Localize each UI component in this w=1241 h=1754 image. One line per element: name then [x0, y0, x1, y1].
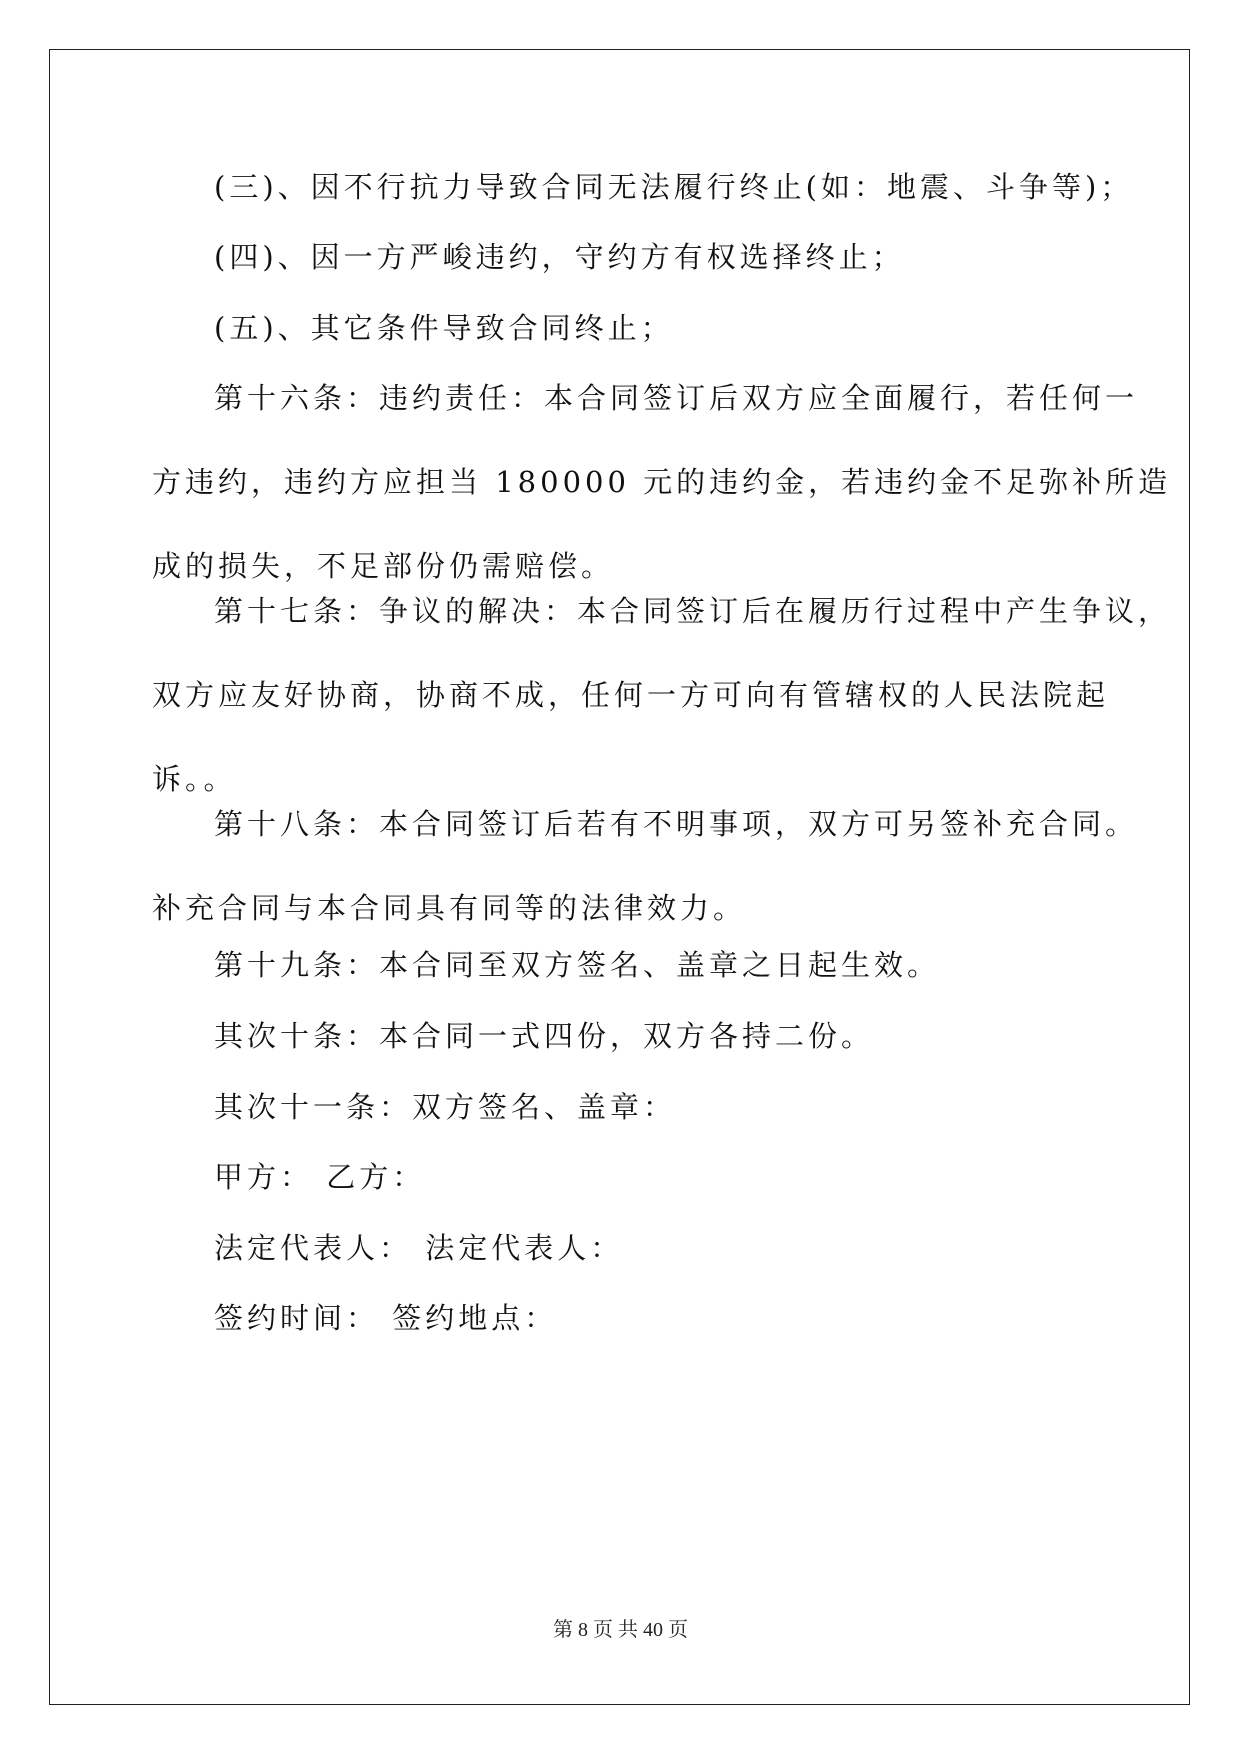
- signing-time-place-line: 签约时间： 签约地点：: [214, 1301, 558, 1335]
- article-17-dispute: [152, 589, 1171, 798]
- article-17-line-1: 第十七条：争议的解决：本合同签订后在履历行过程中产生争议，: [214, 594, 1172, 628]
- article-16-line-1: 第十六条：违约责任：本合同签订后双方应全面履行，若任何一: [214, 381, 1139, 415]
- clause-force-majeure: (三)、因不行抗力导致合同无法履行终止(如：地震、斗争等)；: [214, 170, 1134, 204]
- article-18-supplement: [152, 802, 1138, 927]
- article-20-copies: 其次十条：本合同一式四份，双方各持二份。: [214, 1019, 875, 1053]
- page-number-footer: 第 8 页 共 40 页: [553, 1619, 688, 1641]
- article-16-line-2: 方违约，违约方应担当 180000 元的违约金，若违约金不足弥补所造: [152, 465, 1172, 499]
- article-16-line-3: 成的损失，不足部份仍需赔偿。: [152, 549, 615, 583]
- article-19-effective: 第十九条：本合同至双方签名、盖章之日起生效。: [214, 948, 941, 982]
- article-16-liability: [152, 376, 1171, 585]
- party-a-b-line: 甲方： 乙方：: [214, 1160, 426, 1194]
- clause-serious-breach: (四)、因一方严峻违约，守约方有权选择终止；: [214, 240, 905, 274]
- article-18-line-1: 第十八条：本合同签订后若有不明事项，双方可另签补充合同。: [214, 807, 1139, 841]
- article-17-line-3: 诉。。: [152, 762, 237, 796]
- legal-representatives-line: 法定代表人： 法定代表人：: [214, 1231, 624, 1265]
- article-18-line-2: 补充合同与本合同具有同等的法律效力。: [152, 891, 747, 925]
- clause-other-conditions: (五)、其它条件导致合同终止；: [214, 311, 674, 345]
- article-17-line-2: 双方应友好协商，协商不成，任何一方可向有管辖权的人民法院起: [152, 678, 1110, 712]
- article-21-signatures: 其次十一条：双方签名、盖章：: [214, 1090, 677, 1124]
